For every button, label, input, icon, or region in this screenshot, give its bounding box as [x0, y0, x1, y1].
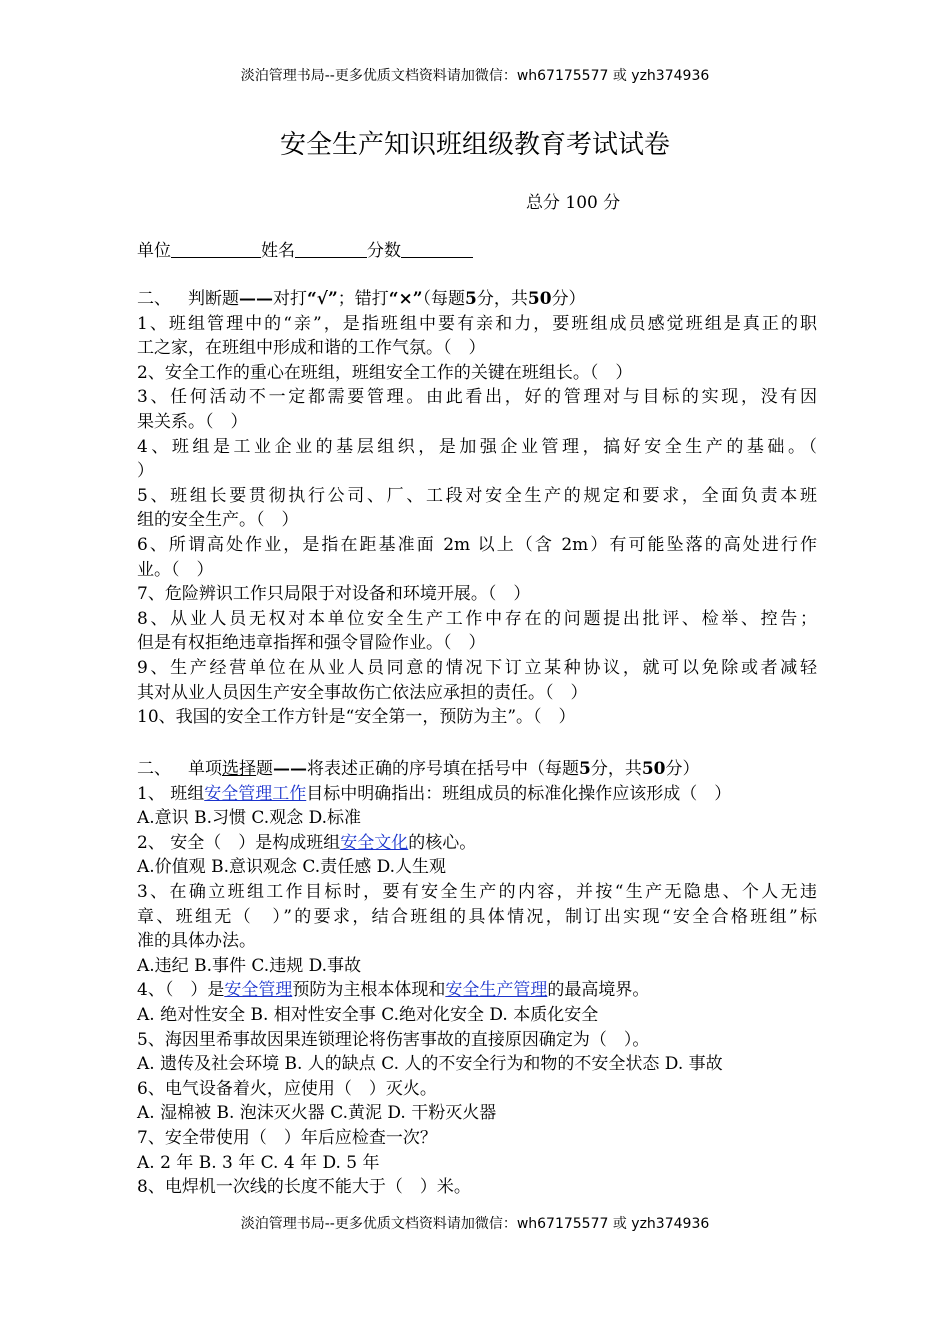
mc-question-2	[137, 831, 817, 856]
question-8: 8、从业人员无权对本单位安全生产工作中存在的问题提出批评、检举、控告；	[137, 608, 817, 629]
name-label: 姓名	[261, 241, 295, 261]
section-multiple-choice	[137, 757, 817, 1200]
question-4-cont: ）	[137, 461, 154, 482]
mc-question-8: 8、电焊机一次线的长度不能大于（ ）米。	[137, 1177, 471, 1198]
heading-text: 分）	[665, 759, 700, 779]
section-heading	[137, 757, 817, 782]
question-text: 预防为主根本体现和	[292, 980, 446, 1001]
question-9: 9、生产经营单位在从业人员同意的情况下订立某种协议，就可以免除或者减轻	[137, 657, 817, 678]
unit-blank	[171, 239, 261, 258]
section-heading	[137, 287, 817, 312]
mc-question-3: 3、在确立班组工作目标时，要有安全生产的内容，并按“生产无隐患、个人无违	[137, 881, 817, 902]
question-1: 1、班组管理中的“亲”，是指班组中要有亲和力，要班组成员感觉班组是真正的职	[137, 313, 817, 334]
question-10: 10、我国的安全工作方针是“安全第一，预防为主”。（ ）	[137, 707, 576, 728]
question-4: 4、班组是工业企业的基层组织，是加强企业管理，搞好安全生产的基础。（	[137, 436, 817, 457]
mc-question-6-options: A. 湿棉被 B. 泡沫灭火器 C.黄泥 D. 干粉灭火器	[137, 1103, 497, 1124]
page-header: 淡泊管理书局--更多优质文档资料请加微信：wh67175577 或 yzh374936	[240, 68, 710, 84]
points-per-question: 5	[579, 759, 591, 779]
points-per-question: 5	[465, 289, 477, 309]
mc-question-4	[137, 978, 817, 1003]
mc-question-1-options: A.意识 B.习惯 C.观念 D.标准	[137, 808, 362, 829]
link-safety-culture[interactable]: 安全文化	[340, 832, 409, 853]
link-safety-production-management[interactable]: 安全生产管理	[445, 980, 548, 1001]
mc-question-5: 5、海因里希事故因果连锁理论将伤害事故的直接原因确定为（ ）。	[137, 1029, 650, 1050]
heading-number: 二、	[137, 759, 171, 779]
heading-text: 分，共	[476, 289, 528, 309]
heading-number: 二、	[137, 289, 171, 309]
heading-underlined: 选择	[222, 759, 256, 779]
heading-text: 分）	[551, 289, 586, 309]
question-9-cont: 其对从业人员因生产安全事故伤亡依法应承担的责任。（ ）	[137, 682, 588, 703]
question-text: 1、 班组	[137, 783, 205, 804]
heading-text: 题	[256, 759, 273, 779]
heading-text: （每题	[422, 289, 466, 309]
info-line	[137, 239, 817, 264]
question-5-cont: 组的安全生产。（ ）	[137, 510, 299, 531]
total-score: 总分 100 分	[526, 193, 621, 213]
heading-text: 对打	[273, 289, 307, 309]
question-text: 的最高境界。	[547, 980, 650, 1001]
mc-question-2-options: A.价值观 B.意识观念 C.责任感 D.人生观	[137, 857, 447, 878]
link-safety-management-work[interactable]: 安全管理工作	[204, 783, 307, 804]
heading-dash: ——	[273, 759, 307, 779]
question-text: 目标中明确指出：班组成员的标准化操作应该形成（ ）	[306, 783, 732, 804]
mc-question-6: 6、电气设备着火，应使用（ ）灭火。	[137, 1078, 437, 1099]
heading-text: 将表述正确的序号填在括号中（每题	[307, 759, 579, 779]
question-7: 7、危险辨识工作只局限于对设备和环境开展。（ ）	[137, 584, 531, 605]
heading-text: 单项	[188, 759, 222, 779]
mark-no: “×”	[388, 289, 423, 309]
mc-question-7: 7、安全带使用（ ）年后应检查一次？	[137, 1127, 437, 1148]
question-6: 6、所谓高处作业，是指在距基准面 2m 以上（含 2m）有可能坠落的高处进行作	[137, 534, 817, 555]
heading-text: ；错打	[337, 289, 389, 309]
page-title: 安全生产知识班组级教育考试试卷	[279, 130, 670, 160]
question-3-cont: 果关系。（ ）	[137, 411, 248, 432]
section-true-false	[137, 287, 817, 730]
heading-text: 分，共	[590, 759, 642, 779]
heading-dash: ——	[239, 289, 273, 309]
question-1-cont: 工之家，在班组中形成和谐的工作气氛。（ ）	[137, 338, 486, 359]
mc-question-1	[137, 782, 817, 807]
points-total: 50	[527, 289, 552, 309]
mc-question-3-options: A.违纪 B.事件 C.违规 D.事故	[137, 955, 362, 976]
question-3: 3、任何活动不一定都需要管理。由此看出，好的管理对与目标的实现，没有因	[137, 387, 817, 408]
page-footer: 淡泊管理书局--更多优质文档资料请加微信：wh67175577 或 yzh374936	[240, 1216, 710, 1232]
question-5: 5、班组长要贯彻执行公司、厂、工段对安全生产的规定和要求，全面负责本班	[137, 485, 817, 506]
mc-question-3-cont2: 准的具体办法。	[137, 931, 256, 952]
heading-title: 判断题	[188, 289, 239, 309]
unit-label: 单位	[137, 241, 171, 261]
mc-question-3-cont: 章、班组无（ ）”的要求，结合班组的具体情况，制订出实现“安全合格班组”标	[137, 906, 817, 927]
score-label: 分数	[367, 241, 401, 261]
mc-question-4-options: A. 绝对性安全 B. 相对性安全事 C.绝对化安全 D. 本质化安全	[137, 1004, 599, 1025]
name-blank	[295, 239, 367, 258]
question-6-cont: 业。（ ）	[137, 559, 214, 580]
points-total: 50	[641, 759, 666, 779]
question-2: 2、安全工作的重心在班组，班组安全工作的关键在班组长。（ ）	[137, 362, 633, 383]
question-text: 2、 安全（ ）是构成班组	[137, 832, 341, 853]
link-safety-management[interactable]: 安全管理	[224, 980, 293, 1001]
question-text: 的核心。	[408, 832, 477, 853]
question-8-cont: 但是有权拒绝违章指挥和强令冒险作业。（ ）	[137, 633, 486, 654]
mc-question-7-options: A. 2 年 B. 3 年 C. 4 年 D. 5 年	[137, 1152, 380, 1173]
mc-question-5-options: A. 遗传及社会环境 B. 人的缺点 C. 人的不安全行为和物的不安全状态 D. 事故	[137, 1054, 723, 1075]
score-blank	[401, 239, 473, 258]
mark-yes: “√”	[307, 289, 338, 309]
question-text: 4、（ ）是	[137, 980, 225, 1001]
